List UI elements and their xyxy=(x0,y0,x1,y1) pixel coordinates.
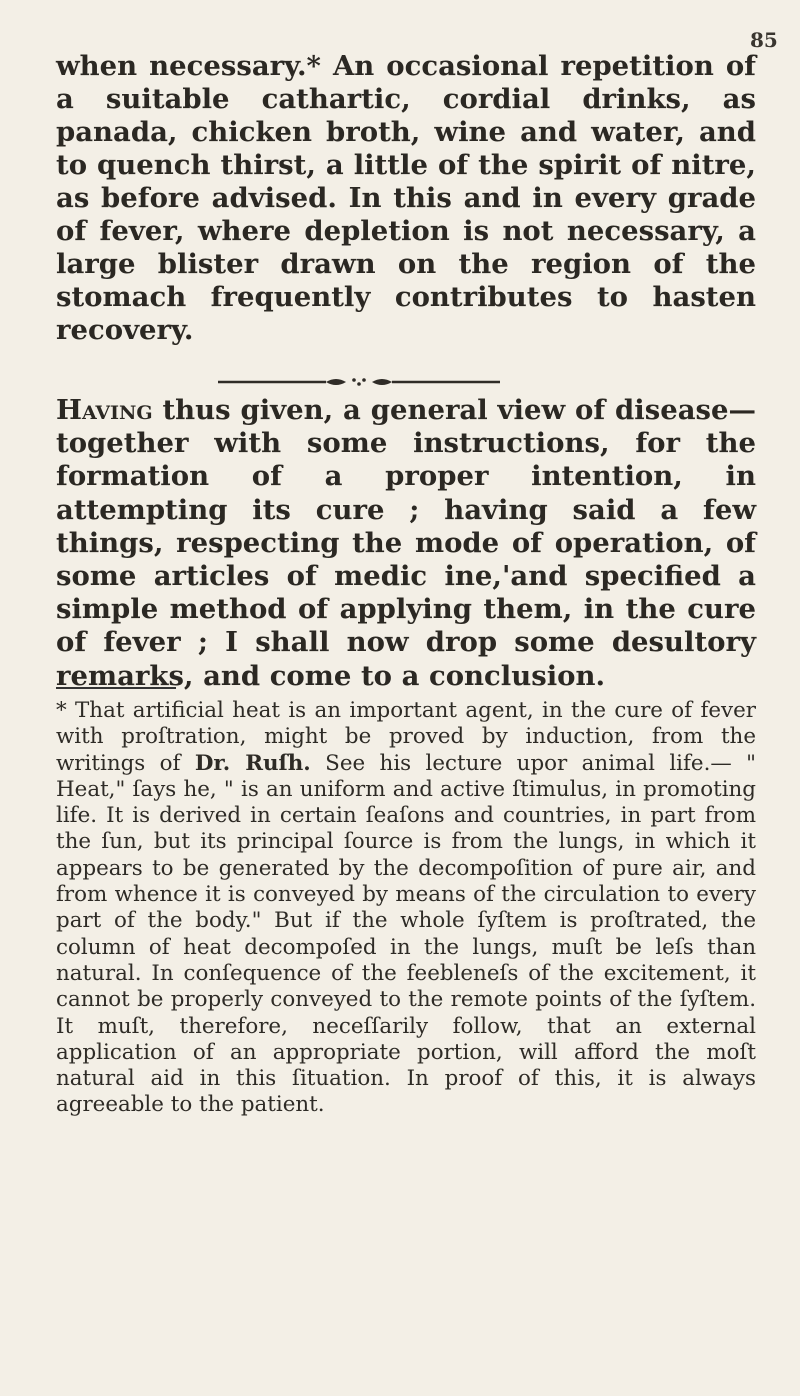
footnote-author-name: Dr. Ruſh. xyxy=(194,750,311,776)
footnote-text-part2: See his lecture upor animal life.— " Heat," ſays he, " is an uniform and active ſtimulus, in promoting life. It is derived in certain ſeaſons and countries, in part from the ſun, but its principal ſource is from the lungs, in which it appears to be generated by the decompoſition of pure air, and from whence it is conveyed by means of the circulation to every part of the body." But if the whole ſyſtem is proſtrated, the column of heat decompoſed in the lungs, muſt be leſs than natural. In conſequence of the feebleneſs of the excitement, it cannot be properly conveyed to the remote points of the ſyſtem. It muſt, therefore, neceſſarily follow, that an external application of an appropriate portion, will afford the moſt natural aid in this ſituation. In proof of this, it is always agreeable to the patient. xyxy=(56,750,757,1118)
conclusion-paragraph xyxy=(56,394,756,693)
carryover-paragraph-block xyxy=(56,50,756,347)
conclusion-paragraph-text: thus given, a general view of disease—together with some instructions, for the formation of a proper intention, in attempting its cure ; having said a few things, respecting the mode of operation, of some articles of medic ine,'and specified a simple method of applying them, in the cure of fever ; I shall now drop some desultory remarks, and come to a conclusion. xyxy=(56,394,756,692)
carryover-paragraph: when necessary.* An occasional repetition of a suitable cathartic, cordial drinks, as panada, chicken broth, wine and water, and to quench thirst, a little of the spirit of nitre, as before advised. In this and in every grade of fever, where depletion is not necessary, a large blister drawn on the region of the stomach frequently contributes to hasten recovery. xyxy=(56,50,756,346)
page-number: 85 xyxy=(750,28,778,52)
footnote-text-part1: * That artificial heat is an important agent, in the cure of fever with proſtration, might be proved by induction, from the writings of xyxy=(56,698,756,776)
footnote xyxy=(56,698,756,1119)
drop-lead-word: Having xyxy=(56,394,153,426)
footnote-rule xyxy=(56,687,176,689)
ornamental-divider xyxy=(214,375,504,389)
